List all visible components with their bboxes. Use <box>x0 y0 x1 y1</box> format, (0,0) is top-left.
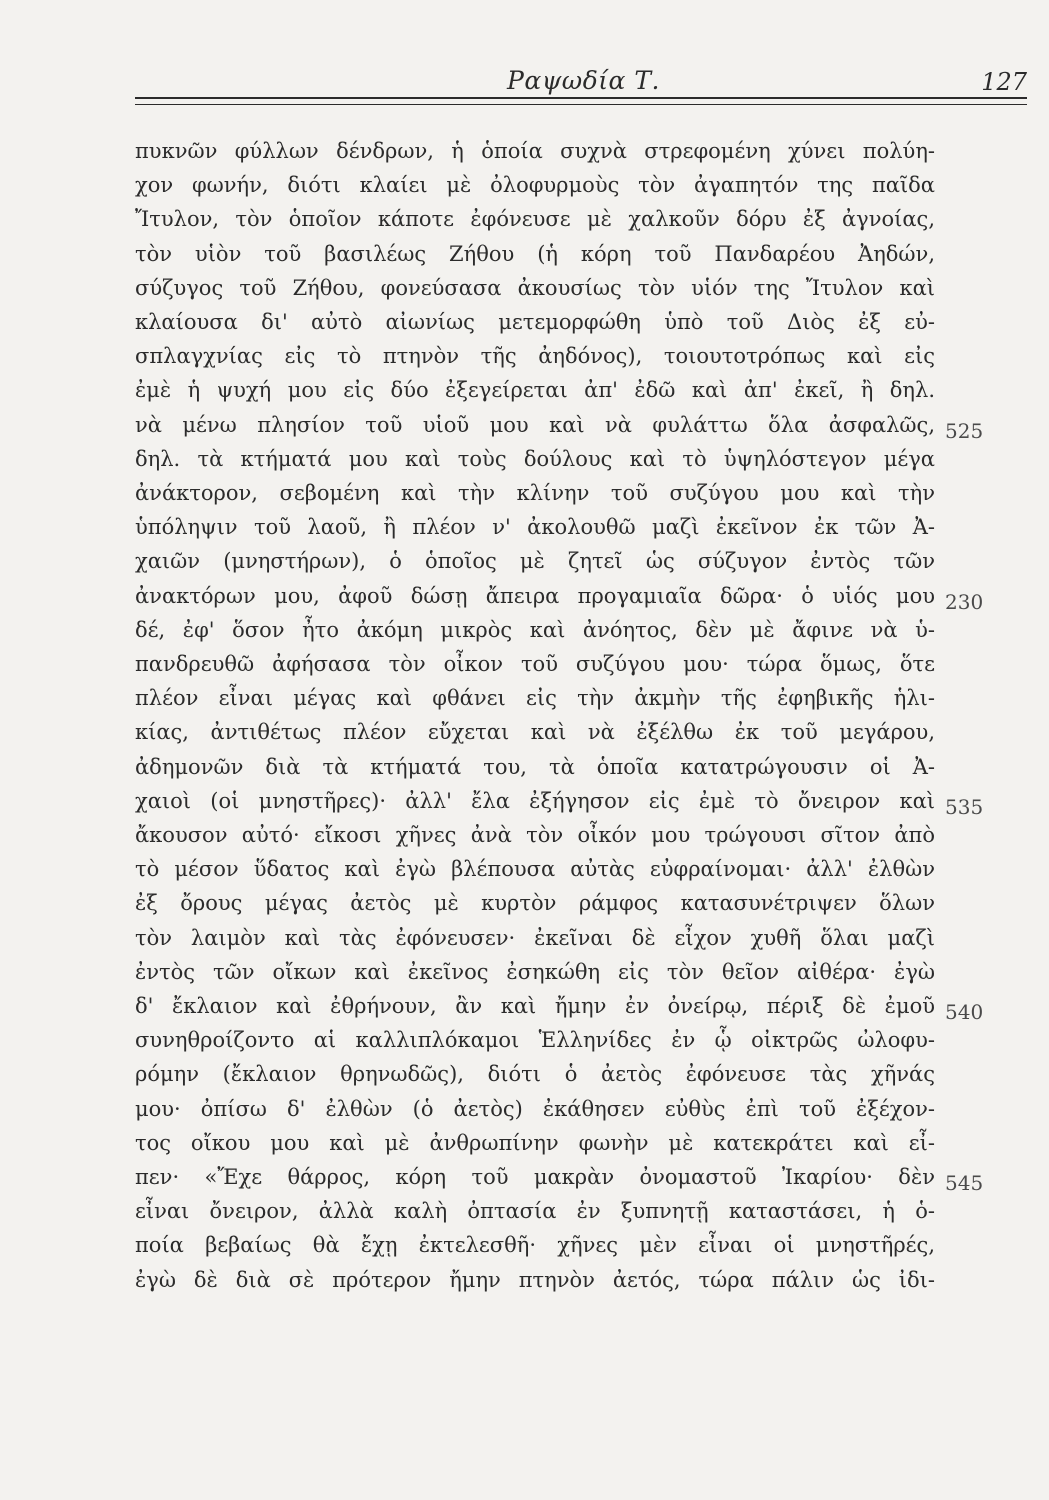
verse-number: 535 <box>945 794 984 819</box>
text-line: ἐντὸς τῶν οἴκων καὶ ἐκεῖνος ἐσηκώθη εἰς τὸν θεῖον αἰθέρα· ἐγὼ <box>135 959 935 984</box>
text-line: ἀνακτόρων μου, ἀφοῦ δώσῃ ἄπειρα προγαμιαῖα δῶρα· ὁ υἱός μου <box>135 583 935 608</box>
text-line: χον φωνήν, διότι κλαίει μὲ ὀλοφυρμοὺς τὸν ἀγαπητόν της παῖδα <box>135 173 935 198</box>
text-line: πεν· «Ἔχε θάρρος, κόρη τοῦ μακρὰν ὀνομαστοῦ Ἰκαρίου· δὲν <box>135 1165 935 1189</box>
text-line: ποία βεβαίως θὰ ἔχῃ ἐκτελεσθῆ· χῆνες μὲν εἶναι οἱ μνηστῆρές, <box>135 1233 935 1258</box>
text-line: ὑπόληψιν τοῦ λαοῦ, ἢ πλέον ν' ἀκολουθῶ μαζὶ ἐκεῖνον ἐκ τῶν Ἀ- <box>135 515 935 540</box>
verse-number: 525 <box>945 418 984 443</box>
page-title: Ραψωδία Τ. <box>507 66 660 95</box>
text-line: τὸ μέσον ὕδατος καὶ ἐγὼ βλέπουσα αὐτὰς εὐφραίνομαι· ἀλλ' ἐλθὼν <box>135 857 935 882</box>
verse-number: 230 <box>945 589 984 614</box>
text-line: κίας, ἀντιθέτως πλέον εὔχεται καὶ νὰ ἐξέλθω ἐκ τοῦ μεγάρου, <box>135 720 935 745</box>
text-line: τος οἴκου μου καὶ μὲ ἀνθρωπίνην φωνὴν μὲ κατεκράτει καὶ εἶ- <box>135 1130 935 1155</box>
text-line: Ἴτυλον, τὸν ὁποῖον κάποτε ἐφόνευσε μὲ χαλκοῦν δόρυ ἐξ ἀγνοίας, <box>135 207 935 232</box>
text-line: τὸν υἱὸν τοῦ βασιλέως Ζήθου (ἡ κόρη τοῦ Πανδαρέου Ἀηδών, <box>135 241 935 266</box>
text-line: ἄκουσον αὐτό· εἴκοσι χῆνες ἀνὰ τὸν οἶκόν μου τρώγουσι σῖτον ἀπὸ <box>135 823 935 847</box>
text-line: δέ, ἐφ' ὅσον ἦτο ἀκόμη μικρὸς καὶ ἀνόητος, δὲν μὲ ἄφινε νὰ ὑ- <box>135 617 935 642</box>
text-line: ἐμὲ ἡ ψυχή μου εἰς δύο ἐξεγείρεται ἀπ' ἐδῶ καὶ ἀπ' ἐκεῖ, ἢ δηλ. <box>135 378 935 403</box>
text-line: εἶναι ὄνειρον, ἀλλὰ καλὴ ὀπτασία ἐν ξυπνητῇ καταστάσει, ἡ ὁ- <box>135 1199 935 1224</box>
text-line: συνηθροίζοντο αἱ καλλιπλόκαμοι Ἑλληνίδες ἐν ᾧ οἰκτρῶς ὠλοφυ- <box>135 1028 935 1053</box>
text-line: ρόμην (ἔκλαιον θρηνωδῶς), διότι ὁ ἀετὸς ἐφόνευσε τὰς χῆνάς <box>135 1062 935 1087</box>
text-line: μου· ὀπίσω δ' ἐλθὼν (ὁ ἀετὸς) ἐκάθησεν εὐθὺς ἐπὶ τοῦ ἐξέχον- <box>135 1096 935 1121</box>
text-line: ἀνάκτορον, σεβομένη καὶ τὴν κλίνην τοῦ συζύγου μου καὶ τὴν <box>135 481 935 505</box>
text-line: ἐξ ὄρους μέγας ἀετὸς μὲ κυρτὸν ράμφος κατασυνέτριψεν ὅλων <box>135 891 935 916</box>
page-number: 127 <box>981 68 1027 96</box>
text-line: πανδρευθῶ ἀφήσασα τὸν οἶκον τοῦ συζύγου μου· τώρα ὅμως, ὅτε <box>135 652 935 676</box>
text-line: πυκνῶν φύλλων δένδρων, ἡ ὁποία συχνὰ στρεφομένη χύνει πολύη- <box>135 139 935 163</box>
text-line: σύζυγος τοῦ Ζήθου, φονεύσασα ἀκουσίως τὸν υἱόν της Ἴτυλον καὶ <box>135 275 935 300</box>
text-line: πλέον εἶναι μέγας καὶ φθάνει εἰς τὴν ἀκμὴν τῆς ἐφηβικῆς ἡλι- <box>135 686 935 711</box>
text-line: τὸν λαιμὸν καὶ τὰς ἐφόνευσεν· ἐκεῖναι δὲ εἶχον χυθῆ ὅλαι μαζὶ <box>135 925 935 950</box>
text-line: ἐγὼ δὲ διὰ σὲ πρότερον ἤμην πτηνὸν ἀετός, τώρα πάλιν ὡς ἰδι- <box>135 1267 935 1292</box>
text-line: νὰ μένω πλησίον τοῦ υἱοῦ μου καὶ νὰ φυλάττω ὅλα ἀσφαλῶς, <box>135 412 935 437</box>
text-line: κλαίουσα δι' αὐτὸ αἰωνίως μετεμορφώθη ὑπὸ τοῦ Διὸς ἐξ εὐ- <box>135 310 935 334</box>
verse-number: 540 <box>945 1000 984 1024</box>
text-line: δηλ. τὰ κτήματά μου καὶ τοὺς δούλους καὶ τὸ ὑψηλόστεγον μέγα <box>135 446 935 471</box>
verse-number: 545 <box>945 1171 984 1195</box>
text-line: ἀδημονῶν διὰ τὰ κτήματά του, τὰ ὁποῖα κατατρώγουσιν οἱ Ἀ- <box>135 754 935 779</box>
text-line: χαιῶν (μνηστήρων), ὁ ὁποῖος μὲ ζητεῖ ὡς σύζυγον ἐντὸς τῶν <box>135 549 935 574</box>
text-line: χαιοὶ (οἱ μνηστῆρες)· ἀλλ' ἔλα ἐξήγησον εἰς ἐμὲ τὸ ὄνειρον καὶ <box>135 788 935 813</box>
text-line: σπλαγχνίας εἰς τὸ πτηνὸν τῆς ἀηδόνος), τοιουτοτρόπως καὶ εἰς <box>135 344 935 369</box>
text-line: δ' ἔκλαιον καὶ ἐθρήνουν, ἂν καὶ ἤμην ἐν ὀνείρῳ, πέριξ δὲ ἐμοῦ <box>135 994 935 1018</box>
